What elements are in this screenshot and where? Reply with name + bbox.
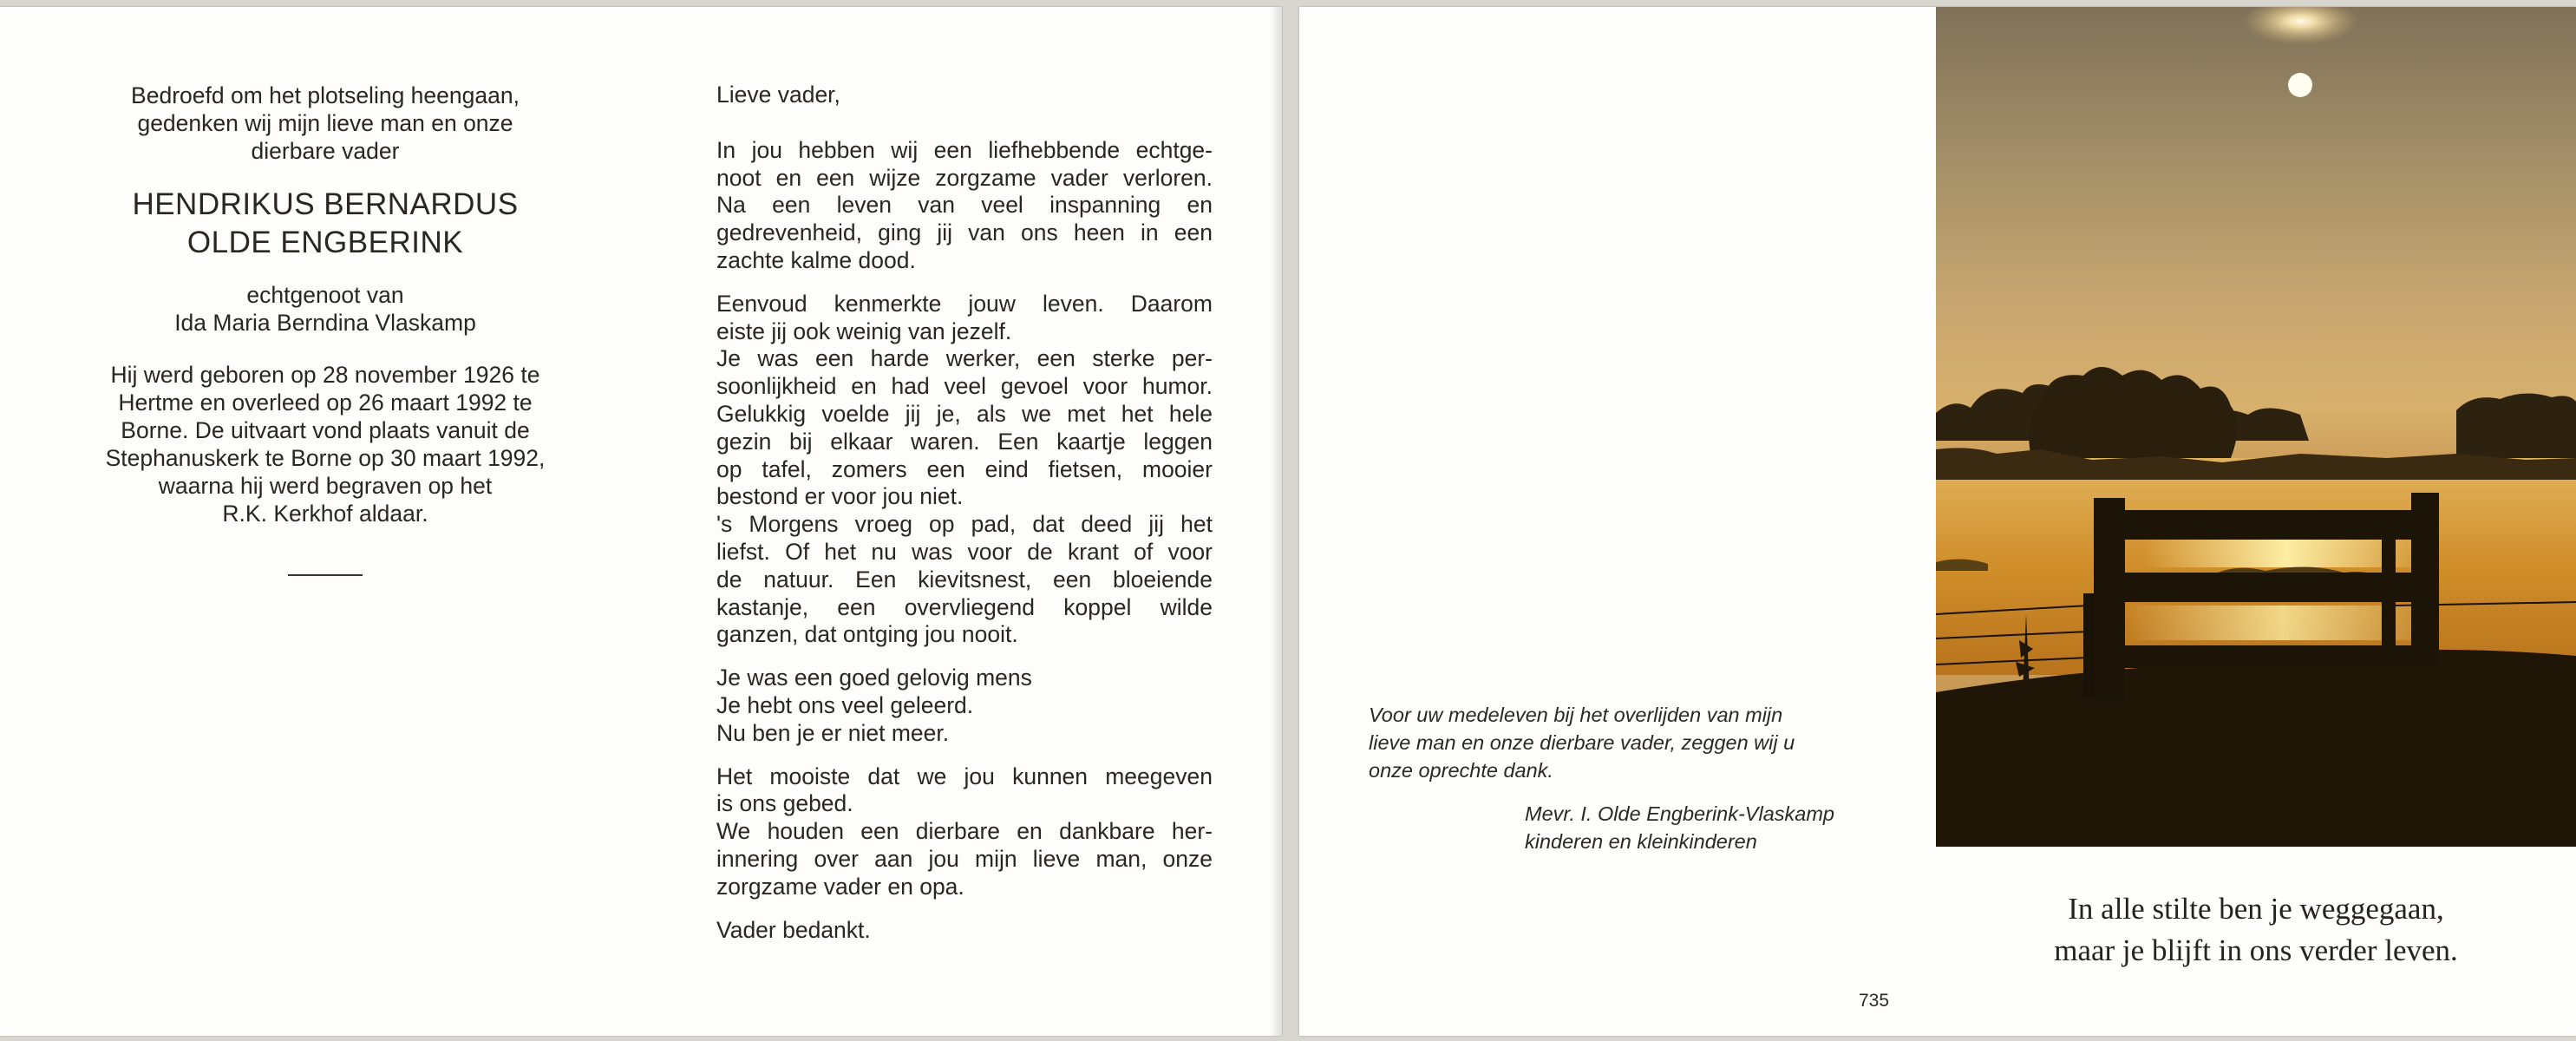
letter-closing: Vader bedankt. [716,916,871,943]
sunset-landscape-image [1936,7,2576,847]
letter-line: eiste jij ook weinig van jezelf. [716,318,1012,344]
letter-line: Je hebt ons veel geleerd. [716,691,974,718]
letter-line: ganzen, dat ontging jou nooit. [716,621,1018,648]
card-fold-shadow [1270,7,1282,1036]
memorial-card-outside [1299,7,2576,1036]
letter-line: Het mooiste dat we jou kunnen meegeven [716,763,1213,789]
tree-cluster [2456,393,2576,458]
signature [1369,800,1882,855]
bio-line: R.K. Kerkhof aldaar. [222,501,428,527]
signature-line: Mevr. I. Olde Engberink-Vlaskamp [1525,802,1834,825]
spouse-line: echtgenoot van [246,282,404,308]
letter-line: soonlijkheid en had veel gevoel voor humor. [716,373,1213,400]
verse-line: In alle stilte ben je weggegaan, [2068,892,2444,926]
letter-column [716,82,1213,944]
letter-line: is ons gebed. [716,790,853,817]
thanks-text [1369,701,1882,784]
letter-line: Nu ben je er niet meer. [716,719,950,746]
gate-rail [2120,645,2415,668]
intro-text [69,82,581,165]
biography-text [69,361,581,527]
intro-line: Bedroefd om het plotseling heengaan, [131,82,520,108]
bio-line: Hertme en overleed op 26 maart 1992 te [118,390,533,416]
letter-line: liefst. Of het nu was voor de krant of voor [716,538,1213,565]
intro-line: gedenken wij mijn lieve man en onze [137,110,513,136]
letter-paragraph [716,763,1213,901]
bio-line: Stephanuskerk te Borne op 30 maart 1992, [105,445,546,471]
bio-line: waarna hij werd begraven op het [158,473,493,499]
letter-paragraph [716,665,1213,747]
letter-line: We houden een dierbare en dankbare her- [716,818,1213,845]
bio-line: Borne. De uitvaart vond plaats vanuit de [121,417,530,443]
gate-rail [2120,510,2415,540]
spouse-text [69,281,581,337]
memorial-verse [1936,888,2576,972]
letter-line: zachte kalme dood. [716,246,916,273]
spouse-line: Ida Maria Berndina Vlaskamp [174,310,476,336]
letter-line: Je was een goed gelovig mens [716,665,1032,691]
sunset-landscape-photo [1936,7,2576,847]
letter-line: Je was een harde werker, een sterke per- [716,345,1213,372]
memorial-card-inside [0,7,1282,1036]
fence-post [2083,593,2094,697]
thanks-line: onze oprechte dank. [1369,759,1553,782]
divider-rule [288,574,363,576]
gate-rail [2120,573,2415,602]
letter-line: bestond er voor jou niet. [716,483,964,510]
letter-line: In jou hebben wij een liefhebbende echtge- [716,136,1213,163]
letter-line: Na een leven van veel inspanning en [716,192,1213,219]
letter-line: Gelukkig voelde jij je, als we met het hele [716,400,1213,427]
name-line: OLDE ENGBERINK [186,226,464,259]
letter-line: gezin bij elkaar waren. Een kaartje leggen [716,428,1213,455]
sun-glow [1936,7,2576,267]
letter-line: Eenvoud kenmerkte jouw leven. Daarom [716,290,1213,317]
letter-line: 's Morgens vroeg op pad, dat deed jij het [716,511,1213,538]
gate-brace [2382,510,2396,666]
thank-you-note [1369,701,1882,855]
card-number: 735 [1859,991,1890,1011]
sun [2288,73,2312,97]
letter-line: gedrevenheid, ging jij van ons heen in een [716,219,1213,246]
gate-post [2411,493,2439,666]
letter-line: op tafel, zomers een eind fietsen, mooier [716,455,1213,482]
foreground-bank [1936,650,2576,847]
letter-paragraph [716,291,1213,649]
letter-line: zorgzame vader en opa. [716,873,964,900]
name-line: HENDRIKUS BERNARDUS [132,187,519,221]
intro-line: dierbare vader [251,138,400,164]
letter-line: de natuur. Een kievitsnest, een bloeiende [716,566,1213,593]
thanks-line: lieve man en onze dierbare vader, zeggen wij u [1369,731,1795,754]
letter-line: noot en een wijze zorgzame vader verloren. [716,164,1213,191]
signature-line: kinderen en kleinkinderen [1525,830,1757,853]
verse-line: maar je blijft in ons verder leven. [2054,933,2458,967]
letter-salutation: Lieve vader, [716,82,840,108]
letter-line: innering over aan jou mijn lieve man, onze [716,845,1213,872]
thanks-line: Voor uw medeleven bij het overlijden van mijn [1369,704,1783,726]
letter-paragraph [716,137,1213,275]
announcement-column [69,82,581,576]
bio-line: Hij werd geboren op 28 november 1926 te [110,362,540,388]
letter-line: kastanje, een overvliegend koppel wilde [716,593,1213,620]
deceased-name [69,186,581,262]
